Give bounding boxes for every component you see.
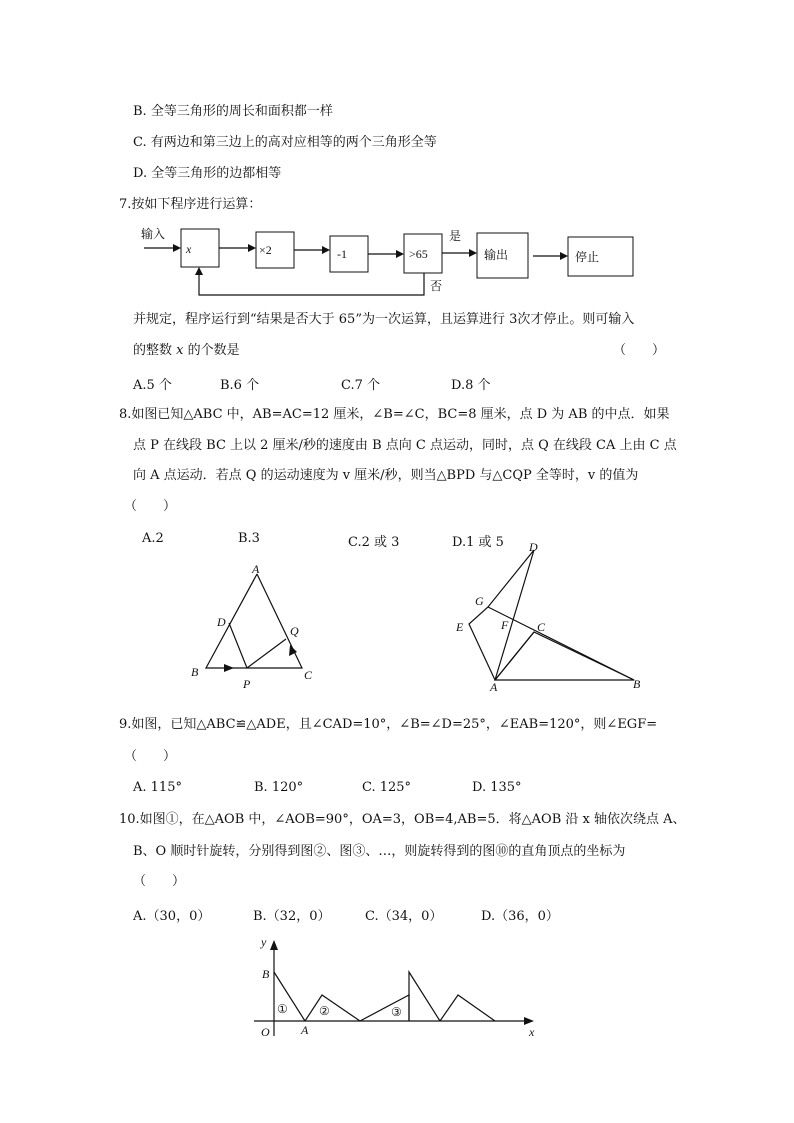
q8-label-d: D <box>217 615 226 629</box>
q10-label-a: A <box>301 1023 309 1037</box>
q6-option-c: C. 有两边和第三边上的高对应相等的两个三角形全等 <box>133 135 437 150</box>
flow-box-gt65-text: >65 <box>409 247 428 261</box>
q9-option-a: A. 115° <box>133 780 182 795</box>
flow-box-stop-text: 停止 <box>575 250 600 264</box>
q8-label-q: Q <box>290 624 299 638</box>
q7-text-line2: 的整数 x 的个数是 <box>133 343 240 358</box>
q8-label-p: P <box>243 677 251 691</box>
q10-label-x: x <box>529 1025 535 1039</box>
q10-option-d: D.（36，0） <box>481 909 559 924</box>
flow-input-label: 输入 <box>141 227 166 241</box>
q10-triangle-4 <box>409 972 440 1021</box>
q7-option-b: B.6 个 <box>220 378 260 393</box>
q10-circle-2: ② <box>319 1004 330 1018</box>
flow-box-output-text: 输出 <box>484 248 509 262</box>
q8-label-c: C <box>304 668 313 682</box>
q9-label-c: C <box>537 620 546 634</box>
q8-option-b: B.3 <box>238 531 260 546</box>
q9-label-g: G <box>475 594 484 608</box>
q10-paren: （ ） <box>133 874 186 889</box>
q9-option-c: C. 125° <box>362 780 412 795</box>
q7-text-line1: 并规定，程序运行到“结果是否大于 65”为一次运算，且运算进行 3次才停止。则可输入 <box>133 312 635 327</box>
q9-line1: 9.如图，已知△ABC≌△ADE，且∠CAD=10°，∠B=∠D=25°，∠EAB=120°，则∠EGF= <box>119 717 658 732</box>
q9-option-b: B. 120° <box>254 780 304 795</box>
q7-option-a: A.5 个 <box>133 378 172 393</box>
q10-triangle-2 <box>305 995 360 1021</box>
q9-label-b: B <box>633 677 641 691</box>
flow-box-times2-text: ×2 <box>259 243 272 257</box>
q10-line2: B、O 顺时针旋转，分别得到图②、图③、…，则旋转得到的图⑩的直角顶点的坐标为 <box>133 844 626 859</box>
q8-label-a: A <box>252 562 260 576</box>
q6-option-d: D. 全等三角形的边都相等 <box>133 166 282 181</box>
q9-label-d: D <box>529 540 538 554</box>
q10-circle-3: ③ <box>391 1005 402 1019</box>
flow-no-label: 否 <box>430 279 443 293</box>
q9-paren: （ ） <box>124 749 177 764</box>
q8-line3: 向 A 点运动．若点 Q 的运动速度为 v 厘米/秒，则当△BPD 与△CQP 全等时，v 的值为 <box>133 468 639 483</box>
q8-line1: 8.如图已知△ABC 中，AB=AC=12 厘米，∠B=∠C，BC=8 厘米，点 D 为 AB 的中点．如果 <box>119 407 670 422</box>
q7-option-d: D.8 个 <box>451 378 491 393</box>
q10-y-axis-arrow <box>270 940 278 950</box>
q10-option-b: B.（32，0） <box>253 909 331 924</box>
flow-box-x-text: x <box>186 242 192 256</box>
q7-stem: 7.按如下程序进行运算： <box>119 197 262 212</box>
q9-label-e: E <box>456 620 464 634</box>
flow-box-minus1-text: -1 <box>337 247 347 261</box>
q9-option-d: D. 135° <box>472 780 522 795</box>
q10-circle-1: ① <box>277 1002 288 1016</box>
q8-paren: （ ） <box>124 499 177 514</box>
q10-option-a: A.（30，0） <box>133 909 211 924</box>
q9-label-f: F <box>501 618 509 632</box>
q7-option-c: C.7 个 <box>341 378 381 393</box>
q8-option-d: D.1 或 5 <box>452 535 504 550</box>
q6-option-b: B. 全等三角形的周长和面积都一样 <box>133 104 333 119</box>
q10-option-c: C.（34，0） <box>365 909 443 924</box>
q10-label-o: O <box>261 1025 270 1039</box>
q8-label-b: B <box>191 665 199 679</box>
q10-line1: 10.如图①，在△AOB 中，∠AOB=90°，OA=3，OB=4,AB=5．将△AOB 沿 x 轴依次绕点 A、 <box>119 812 686 827</box>
q10-label-b: B <box>262 967 270 981</box>
q8-option-a: A.2 <box>142 531 164 546</box>
q10-triangle-5 <box>440 995 495 1021</box>
q10-x-axis-arrow <box>524 1017 534 1025</box>
q8-option-c: C.2 或 3 <box>348 535 400 550</box>
q7-paren: （ ） <box>613 343 666 358</box>
q10-label-y: y <box>261 935 267 949</box>
flow-yes-label: 是 <box>449 229 462 243</box>
q9-label-a: A <box>490 680 498 694</box>
q8-line2: 点 P 在线段 BC 上以 2 厘米/秒的速度由 B 点向 C 点运动，同时，点 Q 在线段 CA 上由 C 点 <box>133 438 677 453</box>
